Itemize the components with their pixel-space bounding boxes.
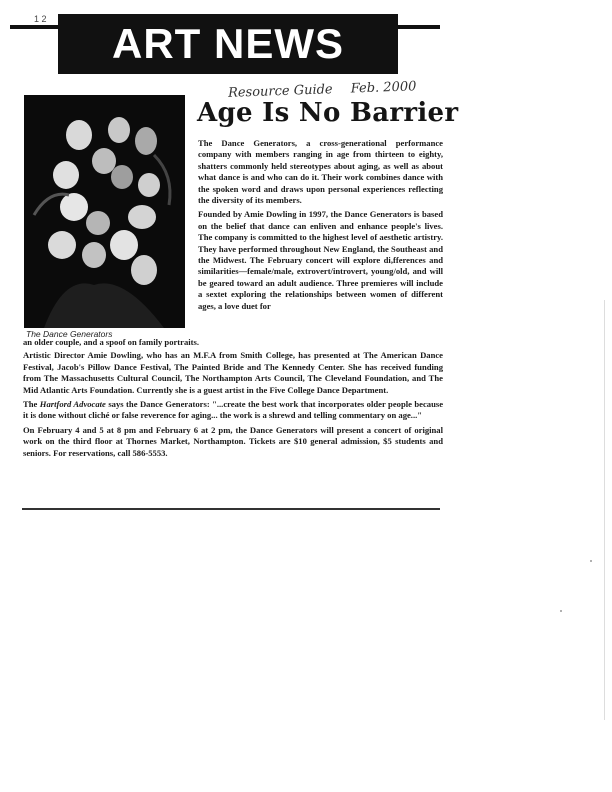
article-paragraph: Artistic Director Amie Dowling, who has an M.F.A from Smith College, has presented at The American Dance Festival, Jacob's Pillow Dance Festival, The Painted Bride and The Kennedy Center. She has received funding from The Massachusetts Cultural Council, The Northampton Arts Council, The Cleveland Foundation, and The Mid Atlantic Arts Foundation. Currently she is a guest artist in the Five College Dance Department. — [23, 350, 443, 395]
article-paragraph: On February 4 and 5 at 8 pm and February 6 at 2 pm, the Dance Generators will present a concert of original work on the third floor at Thornes Market, Northampton. Tickets are $10 general admission, $5 students and seniors. For reservations, call 586-5553. — [23, 424, 443, 458]
article-paragraph: Founded by Amie Dowling in 1997, the Dance Generators is based on the belief that dance can enliven and enhance people's lives. The company is committed to the highest level of aesthetic artistry. They have performed throughout New England, the Southeast and the Midwest. The February concert will explore di,fferences and similarities—female/male, extrovert/introvert, young/old, and will be geared toward an adult audience. Three premieres will include a sextet exploring the relationships between women of different ages, a love duet for — [198, 209, 443, 311]
quote-source: Hartford Advocate — [39, 399, 106, 410]
quote-prefix: The — [23, 399, 38, 410]
article-quote-paragraph — [23, 399, 443, 422]
handwritten-date: Feb. 2000 — [350, 79, 417, 97]
corner-mark: 1 2 — [34, 14, 47, 24]
article-paragraph: The Dance Generators, a cross-generational performance company with members ranging in age from thirteen to eighty, shatters commonly held stereotypes about aging, as well as about what dance is and who can do it. Their work combines dance with the spoken word and draws upon personal experiences reflecting the diversity of its members. — [198, 138, 443, 206]
bottom-rule — [22, 508, 440, 510]
quote-text: says the Dance Generators: "...create the best work that incorporates older people because it is done without cliché or false reverence for aging... the work is a shrewd and telling commentary on age..." — [23, 399, 444, 421]
article-column — [198, 138, 443, 315]
group-photo-image — [24, 95, 185, 328]
article-paragraph: an older couple, and a spoof on family portraits. — [23, 337, 200, 347]
scan-speck — [590, 560, 592, 562]
group-photo — [24, 95, 185, 328]
handwritten-source: Resource Guide — [227, 82, 333, 101]
article-headline: Age Is No Barrier — [197, 98, 459, 128]
section-masthead: ART NEWS — [58, 14, 398, 74]
photo-caption: The Dance Generators — [26, 329, 113, 339]
article-full-width — [23, 337, 443, 462]
scan-speck — [560, 610, 562, 612]
scan-edge — [604, 300, 605, 720]
